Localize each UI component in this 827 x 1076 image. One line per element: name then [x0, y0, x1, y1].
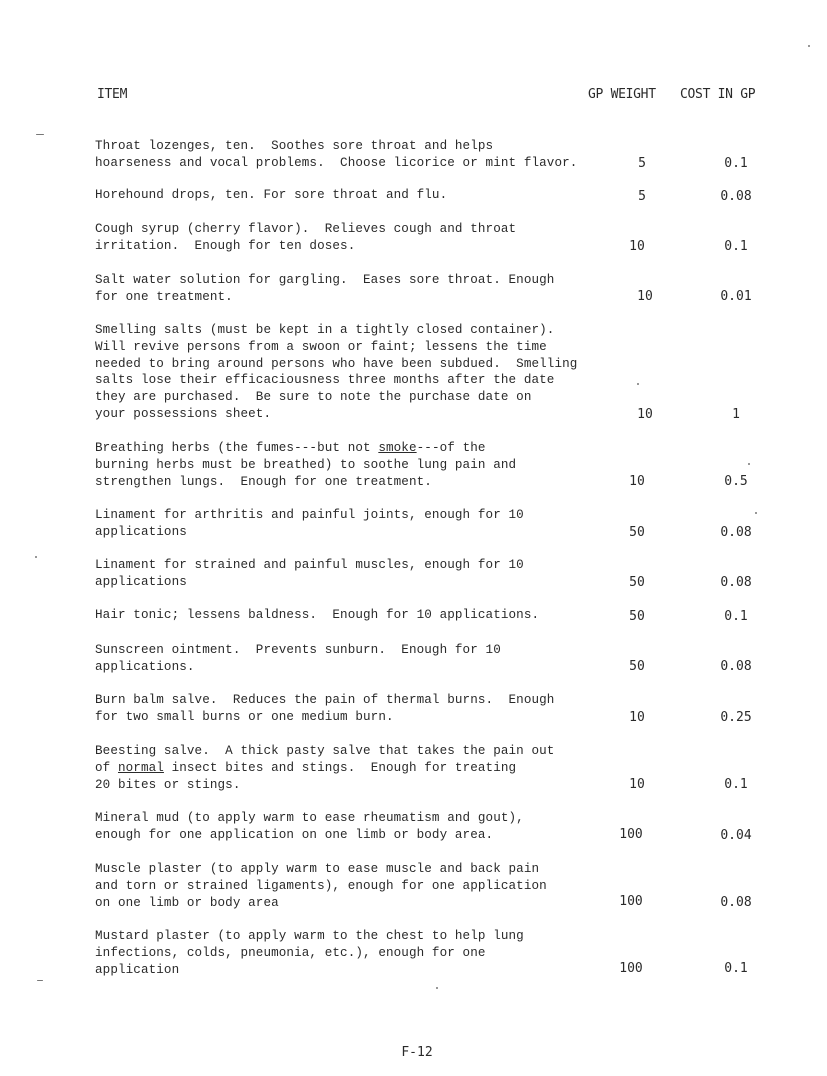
scan-speck	[36, 134, 44, 135]
item-weight: 50	[629, 659, 645, 674]
item-weight: 100	[619, 894, 643, 909]
item-cost: 0.08	[720, 525, 752, 540]
item-cost: 0.08	[720, 189, 752, 204]
underlined-word: smoke	[378, 441, 417, 455]
item-cost: 0.5	[724, 474, 748, 489]
header-cost: COST IN GP	[680, 87, 756, 102]
item-description: Throat lozenges, ten. Soothes sore throat and helps hoarseness and vocal problems. Choose licorice or mint flavor.	[95, 139, 578, 170]
item-cost: 0.1	[724, 777, 748, 792]
scan-speck	[35, 556, 37, 558]
item-weight: 5	[638, 189, 646, 204]
item-weight: 50	[629, 609, 645, 624]
item-cost: 0.08	[720, 659, 752, 674]
item-cost: 0.1	[724, 961, 748, 976]
item-cost: 0.1	[724, 239, 748, 254]
scan-speck	[748, 463, 750, 465]
item-cost: 0.25	[720, 710, 752, 725]
item-weight: 10	[637, 289, 653, 304]
item-cost: 1	[732, 407, 740, 422]
header-item: ITEM	[97, 87, 128, 102]
scan-speck	[755, 512, 757, 514]
item-weight: 50	[629, 575, 645, 590]
item-description: Smelling salts (must be kept in a tightly closed container). Will revive persons from a swoon or faint; lessens the time needed to bring around persons who have been subdued. Smelling salts lose their efficaciousness three months after the date they are purchased. Be sure to note the purchase date on your possessions sheet.	[95, 323, 578, 421]
item-cost: 0.1	[724, 156, 748, 171]
item-description: Hair tonic; lessens baldness. Enough for 10 applications.	[95, 608, 540, 622]
item-weight: 50	[629, 525, 645, 540]
item-description: Sunscreen ointment. Prevents sunburn. Enough for 10 applications.	[95, 643, 501, 674]
item-description: Salt water solution for gargling. Eases sore throat. Enough for one treatment.	[95, 273, 555, 304]
item-weight: 10	[629, 777, 645, 792]
underlined-word: normal	[117, 760, 164, 775]
item-weight: 10	[637, 407, 653, 422]
header-gp-weight: GP WEIGHT	[588, 87, 656, 102]
item-description: Cough syrup (cherry flavor). Relieves cough and throat irritation. Enough for ten doses.	[95, 222, 517, 253]
scan-speck	[637, 383, 639, 385]
item-weight: 10	[629, 239, 645, 254]
item-description: Mineral mud (to apply warm to ease rheumatism and gout), enough for one application on one limb or body area.	[95, 811, 524, 842]
scan-speck	[436, 987, 438, 989]
item-weight: 5	[638, 156, 646, 171]
page-number: F-12	[401, 1045, 433, 1060]
item-weight: 10	[629, 710, 645, 725]
item-description: Burn balm salve. Reduces the pain of thermal burns. Enough for two small burns or one medium burn.	[95, 693, 555, 724]
item-cost: 0.01	[720, 289, 752, 304]
scan-speck	[37, 980, 43, 981]
item-description: Linament for arthritis and painful joints, enough for 10 applications	[95, 508, 524, 539]
item-description: Beesting salve. A thick pasty salve that takes the pain out of normal insect bites and stings. Enough for treating 20 bites or stings.	[95, 744, 555, 792]
item-weight: 100	[619, 961, 643, 976]
item-description: Horehound drops, ten. For sore throat and flu.	[95, 188, 448, 202]
item-description: Breathing herbs (the fumes---but not smoke---of the burning herbs must be breathed) to soothe lung pain and strengthen lungs. Enough for one treatment.	[95, 441, 517, 489]
item-description: Linament for strained and painful muscles, enough for 10 applications	[95, 558, 524, 589]
item-description: Muscle plaster (to apply warm to ease muscle and back pain and torn or strained ligaments), enough for one application on one limb or body area	[95, 862, 547, 910]
item-cost: 0.08	[720, 575, 752, 590]
item-weight: 10	[629, 474, 645, 489]
item-cost: 0.08	[720, 895, 752, 910]
item-description: Mustard plaster (to apply warm to the chest to help lung infections, colds, pneumonia, etc.), enough for one application	[95, 929, 524, 977]
scan-speck	[808, 45, 810, 47]
item-cost: 0.04	[720, 828, 752, 843]
item-weight: 100	[619, 827, 643, 842]
item-cost: 0.1	[724, 609, 748, 624]
